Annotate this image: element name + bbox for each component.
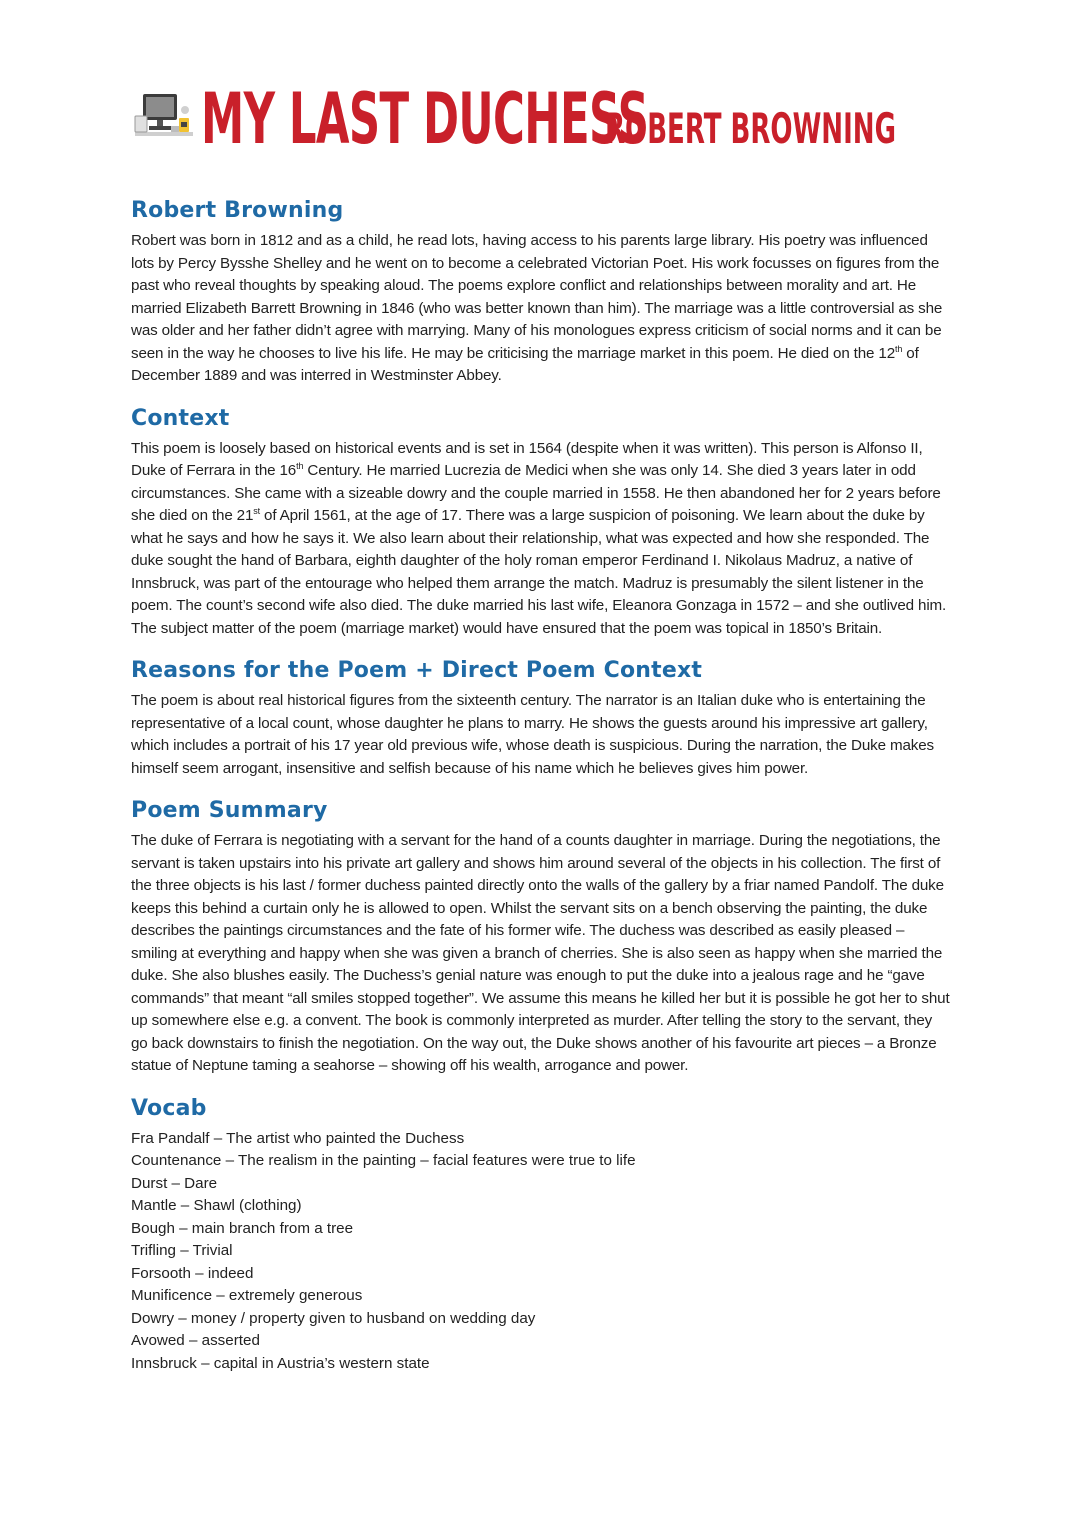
paragraph-text: of April 1561, at the age of 17. There was a large suspicion of poisoning. We learn about the duke by what he says and how he says it. We also learn about their relationship, what was expected and how she responded. The duke sought the hand of Barbara, eighth daughter of the holy roman emperor Ferdinand I. Nikolaus Madruz, a native of Innsbruck, was part of the entourage who helped them arrange the match. Madruz is presumably the silent listener in the poem. The count’s second wife also died. The duke married his last wife, Eleanora Gonzaga in 1572 – and she outlived him. The subject matter of the poem (marriage market) would have ensured that the poem was topical in 1850’s Britain. [131, 507, 947, 637]
vocab-item: Bough – main branch from a tree [131, 1219, 354, 1237]
section-poem-summary [131, 796, 951, 1078]
poem-title: MY LAST DUCHESS [201, 78, 649, 160]
ordinal-suffix: st [253, 505, 260, 516]
vocab-item: Durst – Dare [131, 1174, 218, 1192]
vocab-item: Forsooth – indeed [131, 1264, 254, 1282]
section-robert-browning [131, 196, 951, 388]
paragraph-text: Robert was born in 1812 and as a child, he read lots, having access to his parents large library. His poetry was influenced lots by Percy Bysshe Shelley and he went on to become a celebrated Victorian Poet. His work focusses on figures from the past who reveal thoughts by speaking aloud. The poems explore conflict and relationships between morality and art. He married Elizabeth Barrett Browning in 1846 (who was better known than him). The marriage was a little controversial as she was older and her father didn’t agree with marrying. Many of his monologues express criticism of social norms and it can be seen in the way he chooses to live his life. He may be criticising the marriage market in this poem. He died on the 12 [131, 232, 943, 362]
section-heading: Reasons for the Poem + Direct Poem Context [131, 658, 703, 683]
paragraph-text: This poem is loosely based on historical events and is set in 1564 (despite when it was written). This person is Alfonso II, Duke of Ferrara in the 16 [131, 439, 923, 479]
vocab-list [131, 1128, 951, 1376]
desk-workspace-icon [133, 82, 195, 144]
section-paragraph [131, 438, 951, 641]
section-context [131, 404, 951, 641]
section-paragraph: The duke of Ferrara is negotiating with a servant for the hand of a counts daughter in marriage. During the negotiations, the servant is taken upstairs into his private art gallery and shows him around several of the objects in his collection. The first of the three objects is his last / former duchess painted directly onto the walls of the gallery by a friar named Pandolf. The duke keeps this behind a curtain only he is allowed to open. Whilst the servant sits on a bench observing the painting, the duke describes the paintings circumstances and the fate of his former wife. The duchess was described as easily pleased – smiling at everything and happy when she was given a branch of cherries. She is also seen as happy when she married the duke. She also blushes easily. The Duchess’s genial nature was enough to put the duke into a jealous rage and he “gave commands” that meant “all smiles stopped together”. We assume this means he killed her but it is possible he got her to shut up somewhere else e.g. a convent. The book is commonly interpreted as murder. After telling the story to the servant, they go back downstairs to finish the negotiation. On the way out, the Duke shows another of his favourite art pieces – a Bronze statue of Neptune taming a seahorse – showing off his wealth, arrogance and power. [131, 832, 950, 1074]
ordinal-suffix: th [895, 343, 903, 354]
paragraph-text: of December 1889 and was interred in Westminster Abbey. [131, 344, 919, 384]
section-reasons [131, 656, 951, 780]
main-content [131, 196, 951, 1391]
vocab-item: Munificence – extremely generous [131, 1287, 363, 1304]
section-heading: Vocab [131, 1095, 207, 1121]
section-vocab [131, 1094, 951, 1376]
paragraph-text: Century. He married Lucrezia de Medici when she was only 14. She died 3 years later in odd circumstances. She came with a sizeable dowry and the couple married in 1558. He then abandoned her for 2 years before she died on the 21 [131, 462, 941, 524]
vocab-item: Dowry – money / property given to husband on wedding day [131, 1309, 536, 1327]
vocab-item: Mantle – Shawl (clothing) [131, 1197, 302, 1214]
vocab-item: Fra Pandalf – The artist who painted the Duchess [131, 1129, 465, 1147]
vocab-item: Trifling – Trivial [131, 1242, 233, 1259]
vocab-item: Avowed – asserted [131, 1332, 260, 1349]
poem-author: ROBERT BROWNING [605, 104, 896, 153]
section-heading: Poem Summary [131, 798, 328, 823]
section-heading: Robert Browning [131, 198, 344, 223]
section-paragraph: The poem is about real historical figures from the sixteenth century. The narrator is an Italian duke who is entertaining the representative of a local count, whose daughter he plans to marry. He shows the guests around his impressive art gallery, which includes a portrait of his 17 year old previous wife, whose death is suspicious. During the narration, the Duke makes himself seem arrogant, insensitive and selfish because of his name which he believes gives him power. [131, 692, 934, 777]
section-paragraph [131, 230, 951, 388]
section-heading: Context [131, 405, 230, 431]
ordinal-suffix: th [296, 460, 304, 471]
vocab-item: Countenance – The realism in the painting – facial features were true to life [131, 1152, 636, 1169]
vocab-item: Innsbruck – capital in Austria’s western state [131, 1354, 430, 1372]
page-header [133, 74, 1074, 160]
